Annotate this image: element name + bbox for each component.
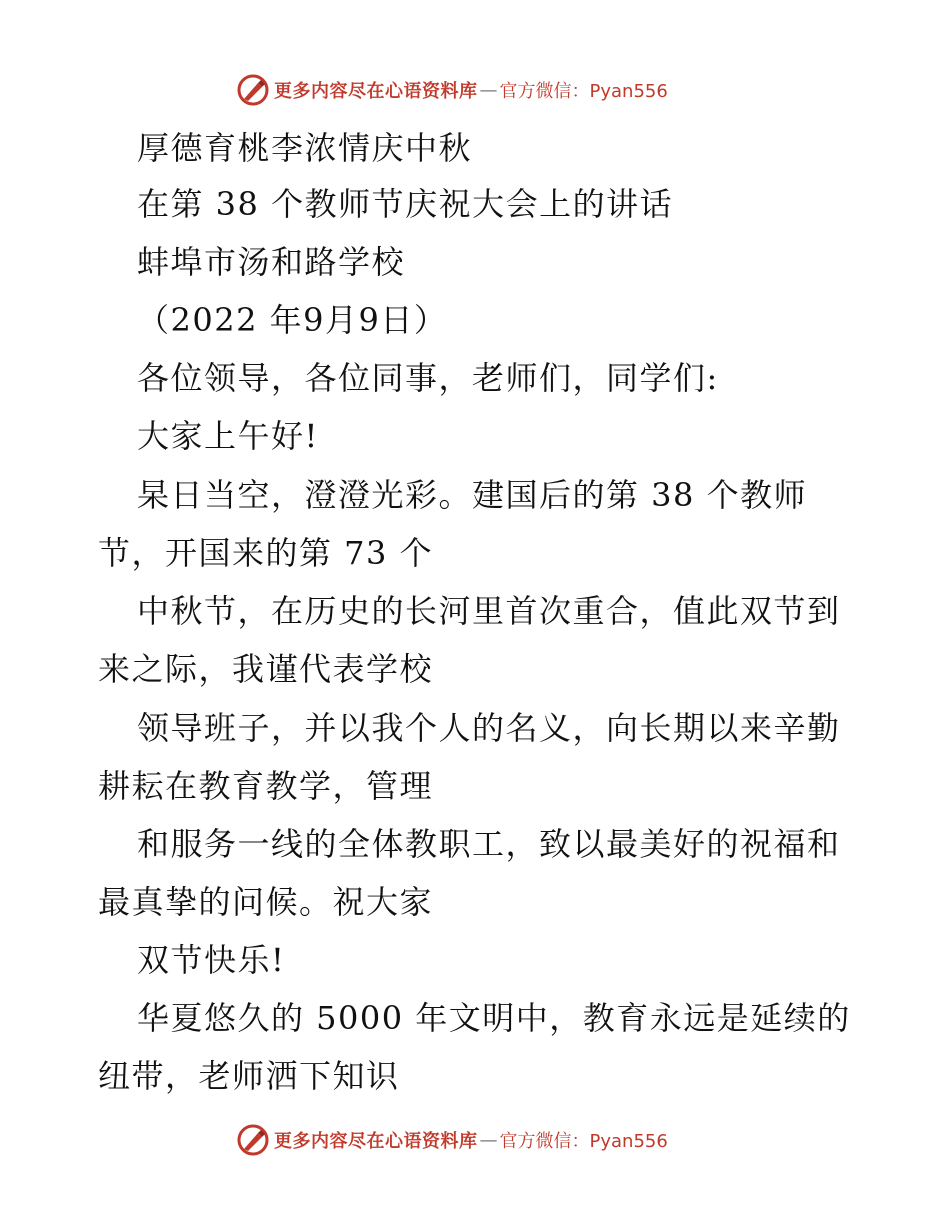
doc-author: 蚌埠市汤和路学校 [137,243,406,281]
watermark-brand: 更多内容尽在心语资料库 [274,81,478,102]
doc-title: 厚德育桃李浓情庆中秋 [137,129,473,167]
doc-subtitle: 在第 38 个教师节庆祝大会上的讲话 [137,185,674,223]
paragraph-line: 最真挚的问候。祝大家 [98,883,434,921]
watermark-separator: — [479,79,498,101]
paragraph-line: 中秋节，在历史的长河里首次重合，值此双节到 [137,592,841,630]
watermark-wechat: 官方微信：Pyan556 [499,1131,668,1152]
paragraph-line: 杲日当空，澄澄光彩。建国后的第 38 个教师 [137,476,808,514]
doc-salutation: 各位领导，各位同事，老师们，同学们: [137,359,719,397]
watermark-brand: 更多内容尽在心语资料库 [274,1131,478,1152]
paragraph-line: 耕耘在教育教学，管理 [98,767,434,805]
paragraph-line: 节，开国来的第 73 个 [98,534,434,572]
paragraph-line: 华夏悠久的 5000 年文明中，教育永远是延续的 [137,999,851,1037]
doc-greeting: 大家上午好! [137,417,319,455]
paragraph-line: 纽带，老师洒下知识 [98,1057,400,1095]
watermark-banner-bottom [236,1122,668,1158]
pen-logo-icon [236,73,270,107]
paragraph-line: 和服务一线的全体教职工，致以最美好的祝福和 [137,825,841,863]
doc-date: （2022 年9月9日） [137,301,448,339]
paragraph-line: 双节快乐! [137,941,286,979]
paragraph-line: 来之际，我谨代表学校 [98,650,434,688]
watermark-banner-top [236,72,668,108]
paragraph-line: 领导班子，并以我个人的名义，向长期以来辛勤 [137,709,841,747]
pen-logo-icon [236,1123,270,1157]
watermark-wechat: 官方微信：Pyan556 [499,81,668,102]
watermark-separator: — [479,1129,498,1151]
